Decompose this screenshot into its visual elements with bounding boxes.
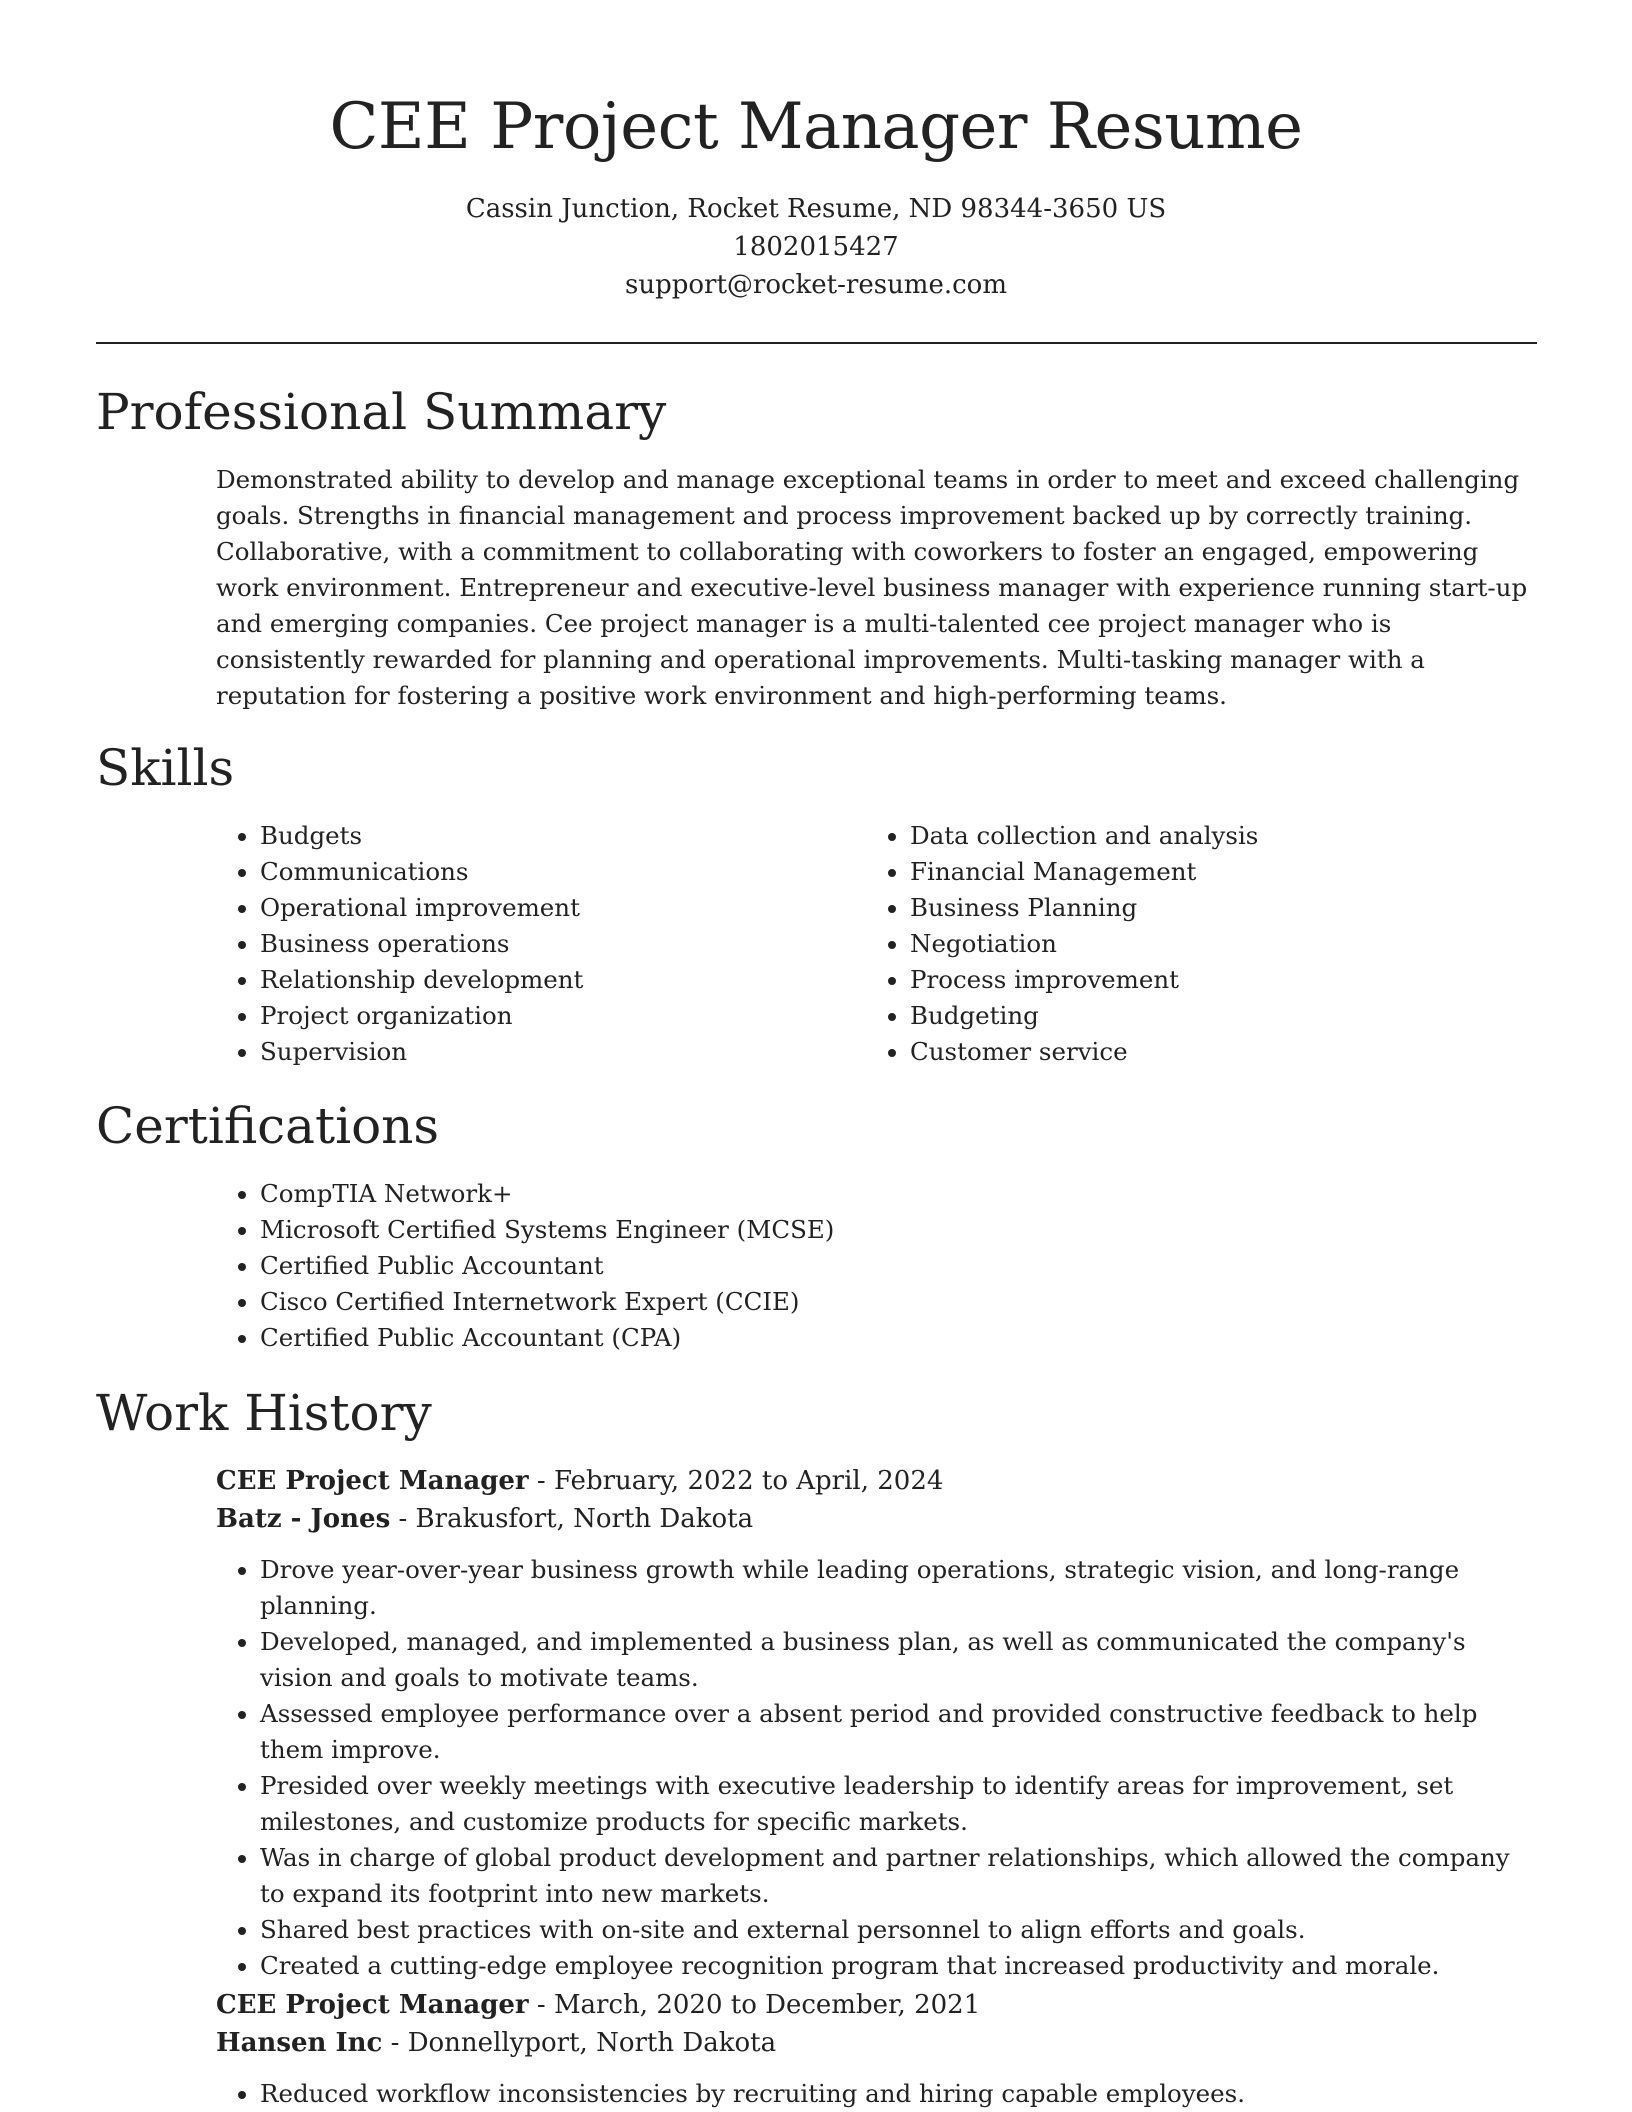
job-company-line	[216, 2024, 1556, 2062]
job-dates-separator: -	[536, 1990, 554, 2020]
responsibility-item: • Was in charge of global product development and partner relationships, which allowed the company to expand its footprint into new markets.	[260, 1840, 1536, 1912]
summary-text: Demonstrated ability to develop and manage exceptional teams in order to meet and exceed challenging goals. Strengths in financial management and process improvement backed up by correctly training. Collaborative, with a commitment to collaborating with coworkers to foster an engaged, empowering work environment. Entrepreneur and executive-level business manager with experience running start-up and emerging companies. Cee project manager is a multi-talented cee project manager who is consistently rewarded for planning and operational improvements. Multi-tasking manager with a reputation for fostering a positive work environment and high-performing teams.	[216, 465, 1528, 710]
responsibility-item: • Created a cutting-edge employee recognition program that increased productivity and morale.	[260, 1948, 1536, 1984]
certification-item: • CompTIA Network+	[260, 1176, 1536, 1212]
certifications-heading: Certifications	[96, 1097, 440, 1155]
contact-address: Cassin Junction, Rocket Resume, ND 98344-3650 US	[465, 194, 1167, 224]
certification-item: • Certified Public Accountant	[260, 1248, 1536, 1284]
skill-item: • Process improvement	[910, 962, 1526, 998]
skills-list-right	[866, 818, 1526, 1070]
contact-email: support@rocket-resume.com	[624, 270, 1007, 300]
job-entry	[216, 1986, 1556, 2112]
certification-item: • Cisco Certified Internetwork Expert (CCIE)	[260, 1284, 1536, 1320]
job-company-line	[216, 1500, 1556, 1538]
skill-item: • Negotiation	[910, 926, 1526, 962]
job-responsibilities	[216, 2076, 1536, 2112]
job-company: Batz - Jones	[216, 1504, 391, 1534]
job-location: Brakusfort, North Dakota	[415, 1504, 754, 1534]
header-divider	[96, 342, 1537, 344]
skill-item: • Supervision	[260, 1034, 856, 1070]
contact-phone: 1802015427	[733, 232, 899, 262]
skills-list-left	[216, 818, 856, 1070]
job-dates-separator: -	[536, 1466, 554, 1496]
skill-item: • Budgets	[260, 818, 856, 854]
skill-item: • Financial Management	[910, 854, 1526, 890]
job-location: Donnellyport, North Dakota	[407, 2028, 777, 2058]
responsibility-item: • Developed, managed, and implemented a business plan, as well as communicated the company's vision and goals to motivate teams.	[260, 1624, 1536, 1696]
skill-item: • Budgeting	[910, 998, 1526, 1034]
job-title-line	[216, 1462, 1556, 1500]
skill-item: • Customer service	[910, 1034, 1526, 1070]
job-location-separator: -	[398, 1504, 416, 1534]
skill-item: • Operational improvement	[260, 890, 856, 926]
skills-heading: Skills	[96, 739, 235, 797]
job-dates: March, 2020 to December, 2021	[553, 1990, 981, 2020]
skill-item: • Relationship development	[260, 962, 856, 998]
summary-heading: Professional Summary	[96, 383, 667, 441]
responsibility-item: • Assessed employee performance over a absent period and provided constructive feedback to help them improve.	[260, 1696, 1536, 1768]
resume-header	[0, 84, 1632, 304]
job-title: CEE Project Manager	[216, 1990, 529, 2020]
certification-item: • Certified Public Accountant (CPA)	[260, 1320, 1536, 1356]
skill-item: • Data collection and analysis	[910, 818, 1526, 854]
responsibility-item: • Reduced workflow inconsistencies by recruiting and hiring capable employees.	[260, 2076, 1536, 2112]
skill-item: • Project organization	[260, 998, 856, 1034]
skill-item: • Business operations	[260, 926, 856, 962]
job-title: CEE Project Manager	[216, 1466, 529, 1496]
job-company: Hansen Inc	[216, 2028, 383, 2058]
certification-item: • Microsoft Certified Systems Engineer (MCSE)	[260, 1212, 1536, 1248]
job-title-line	[216, 1986, 1556, 2024]
skill-item: • Business Planning	[910, 890, 1526, 926]
resume-title: CEE Project Manager Resume	[329, 90, 1303, 164]
job-dates: February, 2022 to April, 2024	[553, 1466, 944, 1496]
skill-item: • Communications	[260, 854, 856, 890]
job-responsibilities	[216, 1552, 1536, 1984]
job-location-separator: -	[390, 2028, 408, 2058]
responsibility-item: • Presided over weekly meetings with executive leadership to identify areas for improvement, set milestones, and customize products for specific markets.	[260, 1768, 1536, 1840]
work-history-heading: Work History	[96, 1384, 432, 1442]
responsibility-item: • Drove year-over-year business growth while leading operations, strategic vision, and long-range planning.	[260, 1552, 1536, 1624]
certifications-list	[216, 1176, 1536, 1356]
job-entry	[216, 1462, 1556, 1984]
responsibility-item: • Shared best practices with on-site and external personnel to align efforts and goals.	[260, 1912, 1536, 1948]
